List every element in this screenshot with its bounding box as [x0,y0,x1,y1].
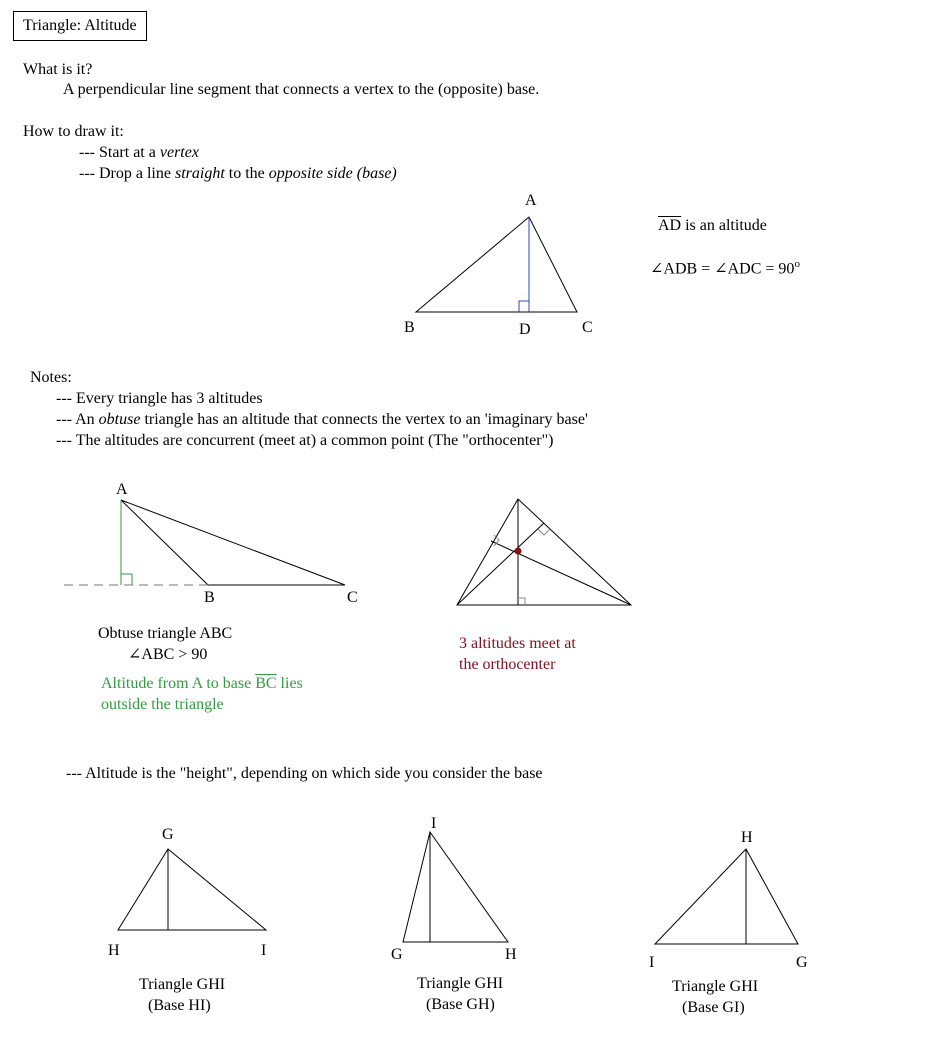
what-heading: What is it? [23,61,93,78]
t1-caption: Triangle GHI [139,976,226,993]
outside-note-line1: Altitude from A to base $\overline{BC}$ lies [101,675,303,692]
label-b: B [404,319,415,336]
t1-right: I [261,942,267,959]
t1-top: G [162,826,174,843]
how-heading: How to draw it: [23,123,124,140]
triangle-4b [403,832,508,942]
altitude-statement: $\overline{AD}$ is an altitude [658,217,767,234]
figure-3-orthocenter [457,499,631,605]
label-a2: A [116,481,128,498]
figure-4a [108,826,266,959]
t2-caption: Triangle GHI [417,975,504,992]
triangle-abc [416,217,577,312]
label-c2: C [347,589,358,606]
angle-equation: ∠ADB = ∠ADC = $90^o$ [650,258,800,278]
orthocenter-caption-1: 3 altitudes meet at [459,635,576,652]
notes-heading: Notes: [30,369,72,386]
definition-text: A perpendicular line segment that connects a vertex to the (opposite) base. [63,81,540,98]
altitude-2 [457,523,544,605]
t3-left: I [649,954,655,971]
t2-base: (Base GH) [426,996,495,1013]
triangle-4c [655,849,798,944]
right-angle-marker [519,301,529,312]
note-1: --- Every triangle has 3 altitudes [56,390,263,407]
note-3: --- The altitudes are concurrent (meet at) a common point (The "orthocenter") [56,432,554,449]
outside-note-line2: outside the triangle [101,696,224,713]
step-2: --- Drop a line straight to the opposite side (base) [79,165,397,182]
label-d: D [519,321,531,338]
obtuse-angle-caption: ∠ABC > 90 [128,646,208,663]
triangle-ortho [457,499,631,605]
note-2: --- An obtuse triangle has an altitude that connects the vertex to an 'imaginary base' [56,411,588,428]
marker-2 [538,529,550,535]
orthocenter-caption-2: the orthocenter [459,656,556,673]
label-c: C [582,319,593,336]
t1-base: (Base HI) [148,997,211,1014]
figure-4b [391,815,517,963]
t3-right: G [796,954,808,971]
t2-top: I [431,815,437,832]
figure-4c [649,829,808,971]
t1-left: H [108,942,120,959]
t3-caption: Triangle GHI [672,978,759,995]
t2-right: H [505,946,517,963]
triangle-obtuse [121,500,345,585]
obtuse-caption: Obtuse triangle ABC [98,625,233,642]
triangle-4a [118,849,266,930]
label-b2: B [204,589,215,606]
page-title: Triangle: Altitude [13,11,147,41]
right-angle-marker-green [121,574,132,585]
figure-1-triangle [404,192,593,338]
marker-1 [518,598,525,605]
label-a: A [525,192,537,209]
altitude-3 [491,541,631,605]
t3-base: (Base GI) [682,999,745,1016]
figure-2-obtuse [64,481,358,606]
t2-left: G [391,946,403,963]
step-1: --- Start at a vertex [79,144,199,161]
t3-top: H [741,829,753,846]
height-note: --- Altitude is the "height", depending on which side you consider the base [66,765,543,782]
orthocenter-point [515,548,522,555]
